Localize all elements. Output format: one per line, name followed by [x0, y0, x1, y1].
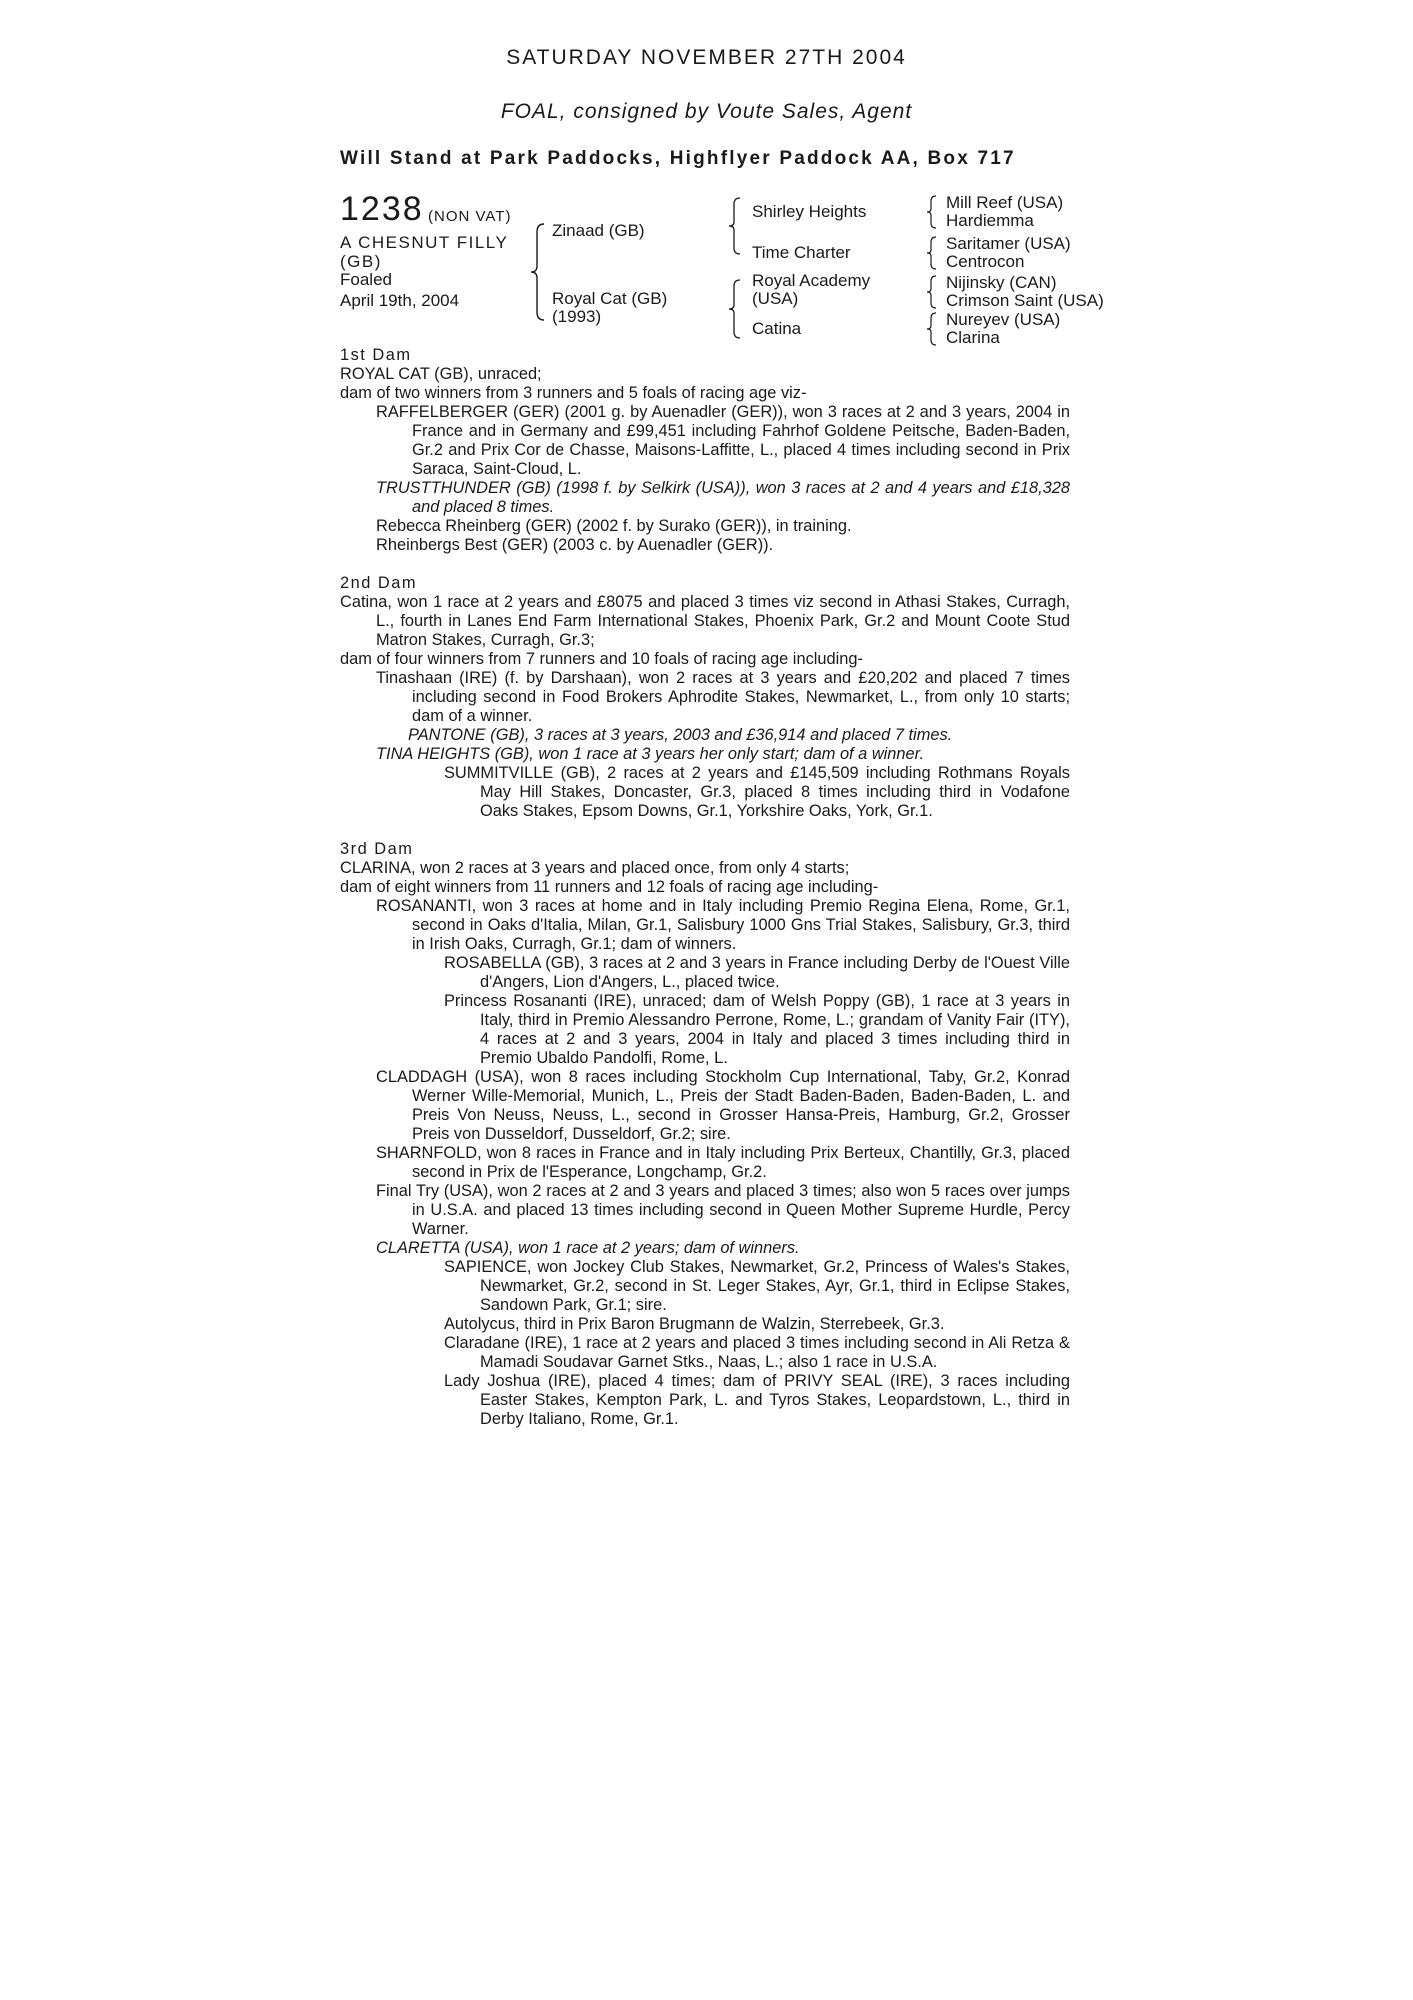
second-dam-line: Tinashaan (IRE) (f. by Darshaan), won 2 races at 3 years and £20,202 and placed 7 times including second in Food Brokers Aphrodite Stakes, Newmarket, L., from only 10 starts; dam of a winner.	[376, 669, 1070, 725]
pedigree-brace-g1	[926, 194, 940, 230]
vat-status: (NON VAT)	[428, 208, 512, 225]
third-dam-line: Lady Joshua (IRE), placed 4 times; dam of PRIVY SEAL (IRE), 3 races including Easter Stakes, Kempton Park, L. and Tyros Stakes, Leopardstown, L., third in Derby Italiano, Rome, Gr.1.	[444, 1372, 1070, 1428]
first-dam-line: RAFFELBERGER (GER) (2001 g. by Auenadler (GER)), won 3 races at 2 and 3 years, 2004 in France and in Germany and £99,451 including Fahrhof Goldene Peitsche, Baden-Baden, Gr.2 and Prix Cor de Chasse, Maisons-Laffitte, L., placed 4 times including second in Prix Saraca, Saint-Cloud, L.	[376, 403, 1070, 478]
pedigree-dam-dam: Catina	[752, 319, 802, 338]
pedigree-brace-dam	[728, 278, 744, 340]
first-dam-line: Rheinbergs Best (GER) (2003 c. by Auenadler (GER)).	[376, 536, 774, 554]
third-dam-heading: 3rd Dam	[340, 840, 414, 858]
third-dam-line: ROSANANTI, won 3 races at home and in Italy including Premio Regina Elena, Rome, Gr.1, second in Oaks d'Italia, Milan, Gr.1, Salisbury 1000 Gns Trial Stakes, Salisbury, Gr.3, third in Irish Oaks, Curragh, Gr.1; dam of winners.	[376, 897, 1070, 953]
pedigree-dam-sire: Royal Academy (USA)	[752, 271, 871, 308]
sale-date: SATURDAY NOVEMBER 27TH 2004	[506, 46, 907, 69]
second-dam-line: PANTONE (GB), 3 races at 3 years, 2003 and £36,914 and placed 7 times.	[408, 726, 953, 744]
foaled-label: Foaled	[340, 270, 392, 289]
third-dam-line: CLARINA, won 2 races at 3 years and placed once, from only 4 starts;	[340, 859, 850, 877]
third-dam-line: Claradane (IRE), 1 race at 2 years and placed 3 times including second in Ali Retza & Mamadi Soudavar Garnet Stks., Naas, L.; also 1 race in U.S.A.	[444, 1334, 1070, 1371]
stand-location: Will Stand at Park Paddocks, Highflyer Paddock AA, Box 717	[340, 148, 1016, 169]
third-dam-line: ROSABELLA (GB), 3 races at 2 and 3 years in France including Derby de l'Ouest Ville d'Angers, Lion d'Angers, L., placed twice.	[444, 954, 1070, 991]
third-dam-line: SAPIENCE, won Jockey Club Stakes, Newmarket, Gr.2, Princess of Wales's Stakes, Newmarket, Gr.2, second in St. Leger Stakes, Ayr, Gr.1, third in Eclipse Stakes, Sandown Park, Gr.1; sire.	[444, 1258, 1070, 1314]
dam-history	[340, 346, 1070, 1429]
pedigree-dam: Royal Cat (GB) (1993)	[552, 289, 668, 326]
pedigree-sire-dam: Time Charter	[752, 243, 851, 262]
pedigree-g3: Saritamer (USA)	[946, 234, 1071, 253]
third-dam-line: CLARETTA (USA), won 1 race at 2 years; dam of winners.	[376, 1239, 800, 1257]
pedigree-g4: Centrocon	[946, 252, 1025, 271]
pedigree-g2: Hardiemma	[946, 211, 1034, 230]
second-dam-line: Catina, won 1 race at 2 years and £8075 and placed 3 times viz second in Athasi Stakes, Curragh, L., fourth in Lanes End Farm International Stakes, Phoenix Park, Gr.2 and Mount Coote Stud Matron Stakes, Curragh, Gr.3;	[340, 593, 1070, 649]
pedigree-g5: Nijinsky (CAN)	[946, 273, 1057, 292]
pedigree-brace-main	[530, 222, 550, 322]
lot-number: 1238	[340, 190, 424, 228]
pedigree-sire-sire: Shirley Heights	[752, 202, 867, 221]
second-dam-line: SUMMITVILLE (GB), 2 races at 2 years and £145,509 including Rothmans Royals May Hill Stakes, Doncaster, Gr.3, placed 8 times including third in Vodafone Oaks Stakes, Epsom Downs, Gr.1, Yorkshire Oaks, York, Gr.1.	[444, 764, 1070, 820]
pedigree-brace-sire	[728, 196, 744, 256]
pedigree-g8: Clarina	[946, 328, 1000, 347]
lot-description: A CHESNUT FILLY (GB)	[340, 233, 508, 271]
third-dam-line: Princess Rosananti (IRE), unraced; dam of Welsh Poppy (GB), 1 race at 3 years in Italy, third in Premio Alessandro Perrone, Rome, L.; grandam of Vanity Fair (ITY), 4 races at 2 and 3 years, 2004 in Italy and placed 3 times including third in Premio Ubaldo Pandolfi, Rome, L.	[444, 992, 1070, 1067]
first-dam-line: Rebecca Rheinberg (GER) (2002 f. by Surako (GER)), in training.	[376, 517, 852, 535]
pedigree-brace-g3	[926, 274, 940, 310]
pedigree-sire: Zinaad (GB)	[552, 221, 645, 240]
first-dam-line: dam of two winners from 3 runners and 5 foals of racing age viz-	[340, 384, 807, 402]
second-dam-heading: 2nd Dam	[340, 574, 418, 592]
pedigree-g1: Mill Reef (USA)	[946, 193, 1064, 212]
foaled-date: April 19th, 2004	[340, 291, 460, 310]
pedigree-g6: Crimson Saint (USA)	[946, 291, 1104, 310]
pedigree-brace-g4	[926, 311, 940, 347]
first-dam-line: TRUSTTHUNDER (GB) (1998 f. by Selkirk (USA)), won 3 races at 2 and 4 years and £18,328 and placed 8 times.	[376, 479, 1070, 516]
third-dam-line: SHARNFOLD, won 8 races in France and in Italy including Prix Berteux, Chantilly, Gr.3, placed second in Prix de l'Esperance, Longchamp, Gr.2.	[376, 1144, 1070, 1181]
consignment-line: FOAL, consigned by Voute Sales, Agent	[500, 100, 913, 123]
pedigree-brace-g2	[926, 235, 940, 271]
second-dam-line: TINA HEIGHTS (GB), won 1 race at 3 years her only start; dam of a winner.	[376, 745, 925, 763]
third-dam-line: Autolycus, third in Prix Baron Brugmann de Walzin, Sterrebeek, Gr.3.	[444, 1315, 945, 1333]
pedigree-g7: Nureyev (USA)	[946, 310, 1061, 329]
first-dam-line: ROYAL CAT (GB), unraced;	[340, 365, 542, 383]
third-dam-line: CLADDAGH (USA), won 8 races including Stockholm Cup International, Taby, Gr.2, Konrad Werner Wille-Memorial, Munich, L., Preis der Stadt Baden-Baden, Baden-Baden, L. and Preis Von Neuss, Neuss, L., second in Grosser Hansa-Preis, Hamburg, Gr.2, Grosser Preis von Dusseldorf, Dusseldorf, Gr.2; sire.	[376, 1068, 1070, 1143]
second-dam-line: dam of four winners from 7 runners and 10 foals of racing age including-	[340, 650, 863, 668]
third-dam-line: dam of eight winners from 11 runners and 12 foals of racing age including-	[340, 878, 879, 896]
third-dam-line: Final Try (USA), won 2 races at 2 and 3 years and placed 3 times; also won 5 races over jumps in U.S.A. and placed 13 times including second in Queen Mother Supreme Hurdle, Percy Warner.	[376, 1182, 1070, 1238]
first-dam-heading: 1st Dam	[340, 346, 412, 364]
